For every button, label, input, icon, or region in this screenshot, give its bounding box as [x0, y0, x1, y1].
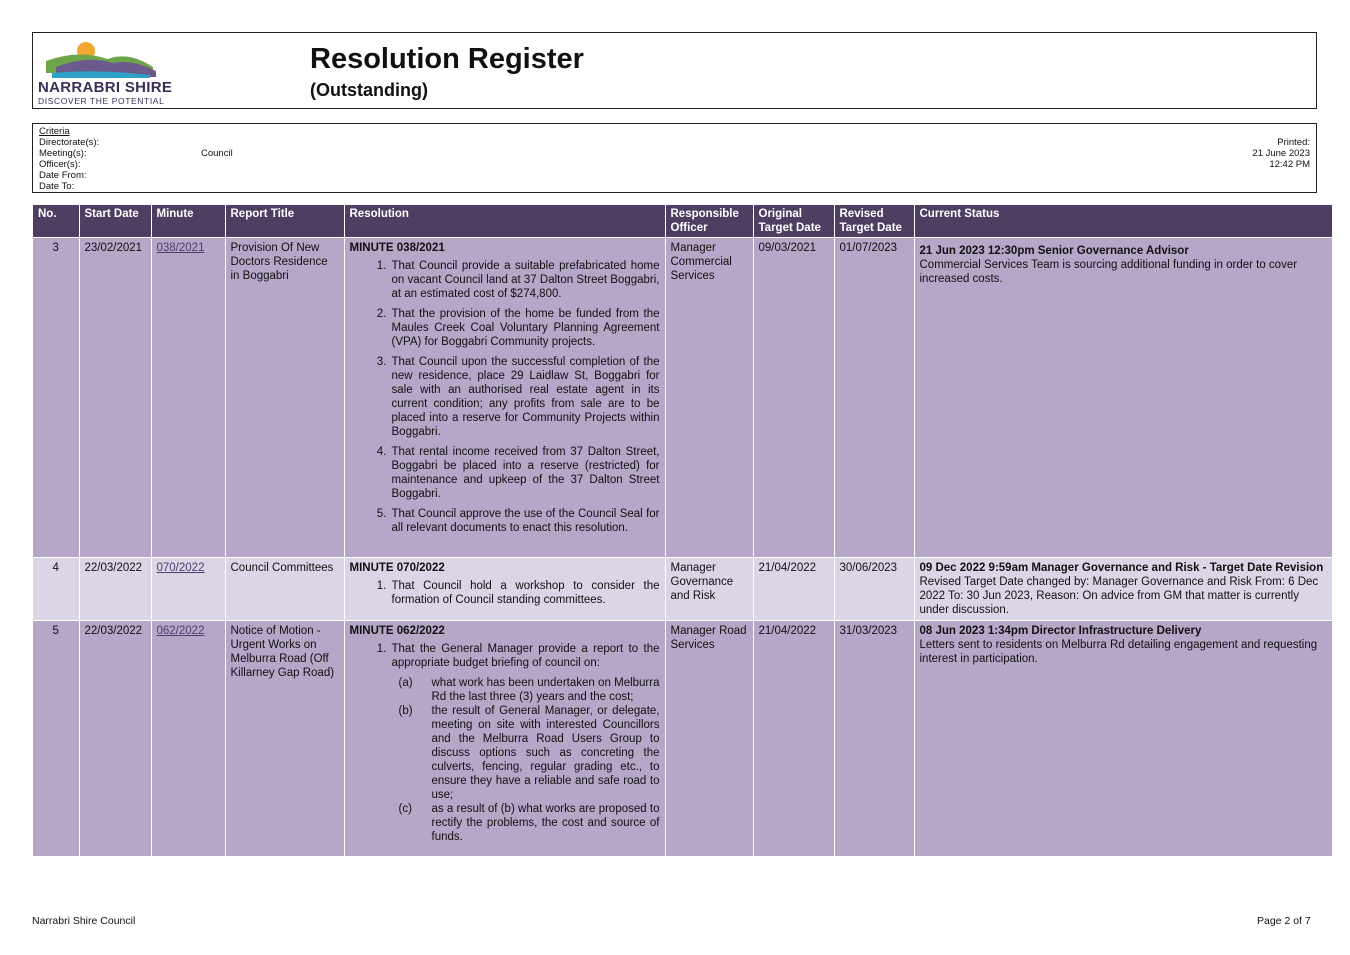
row-revised-target: 30/06/2023: [834, 558, 914, 621]
resolution-subitem: [392, 704, 660, 802]
row-no: 5: [33, 621, 79, 857]
col-revised-target: Revised Target Date: [834, 205, 914, 238]
row-revised-target: 31/03/2023: [834, 621, 914, 857]
row-no: 3: [33, 238, 79, 558]
row-report-title: Provision Of New Doctors Residence in Boggabri: [225, 238, 344, 558]
table-header-row: [33, 205, 1332, 238]
row-status: [914, 238, 1332, 558]
report-header: [32, 32, 1317, 109]
date-from-label: Date From:: [39, 170, 87, 181]
row-original-target: 09/03/2021: [753, 238, 834, 558]
resolution-table: [33, 205, 1333, 857]
row-start-date: 22/03/2022: [79, 621, 151, 857]
col-resolution: Resolution: [344, 205, 665, 238]
directorate-label: Directorate(s):: [39, 137, 100, 148]
criteria-panel: [32, 123, 1317, 193]
col-no: No.: [33, 205, 79, 238]
meeting-value: Council: [201, 148, 233, 159]
resolution-item: 1. That Council hold a workshop to consider the formation of Council standing committees.: [390, 579, 660, 607]
row-officer: Manager Governance and Risk: [665, 558, 753, 621]
logo-tagline: DISCOVER THE POTENTIAL: [38, 96, 165, 106]
resolution-heading: MINUTE 062/2022: [349, 625, 445, 637]
resolution-item-text: That the General Manager provide a report to the appropriate budget briefing of council on:: [391, 643, 660, 669]
row-original-target: 21/04/2022: [753, 621, 834, 857]
page-title: Resolution Register: [310, 43, 584, 75]
resolution-subitem: [392, 676, 660, 704]
resolution-item: 1. That Council provide a suitable prefabricated home on vacant Council land at 37 Dalton Street Boggabri, at an estimated cost of $274,800.: [390, 259, 660, 301]
resolution-item: 3. That Council upon the successful completion of the new residence, place 29 Laidlaw St, Boggabri for sale with an authorised real estate agent in its current condition; any profits from sale are to be placed into a reserve for Community Projects within Boggabri.: [390, 355, 660, 439]
minute-link[interactable]: 062/2022: [156, 625, 205, 637]
col-minute: Minute: [151, 205, 225, 238]
row-revised-target: 01/07/2023: [834, 238, 914, 558]
minute-link[interactable]: 070/2022: [156, 562, 205, 574]
resolution-item: [390, 642, 660, 844]
row-report-title: Notice of Motion - Urgent Works on Melburra Road (Off Killarney Gap Road): [225, 621, 344, 857]
footer-org: Narrabri Shire Council: [32, 915, 136, 927]
page-subtitle: (Outstanding): [310, 80, 428, 100]
status-text: Letters sent to residents on Melburra Rd detailing engagement and requesting interest in participation.: [919, 639, 1318, 665]
status-text: Revised Target Date changed by: Manager Governance and Risk From: 6 Dec 2022 To: 30 Jun 2023, Reason: On advice from GM that matter is currently under discussion.: [919, 576, 1319, 616]
row-resolution: [344, 238, 665, 558]
resolution-subitem: [392, 802, 660, 844]
resolution-item: 2. That the provision of the home be funded from the Maules Creek Coal Voluntary Planning Agreement (VPA) for Boggabri Community projects.: [390, 307, 660, 349]
status-heading: 08 Jun 2023 1:34pm Director Infrastructure Delivery: [919, 625, 1202, 637]
row-status: [914, 558, 1332, 621]
footer-page-number: Page 2 of 7: [1257, 915, 1311, 927]
row-status: [914, 621, 1332, 857]
table-row: [33, 558, 1332, 621]
logo-name: NARRABRI SHIRE: [38, 79, 173, 96]
status-text: Commercial Services Team is sourcing additional funding in order to cover increased costs.: [919, 259, 1298, 285]
resolution-item: 4. That rental income received from 37 Dalton Street, Boggabri be placed into a reserve (restricted) for maintenance and upkeep of the 37 Dalton Street Boggabri.: [390, 445, 660, 501]
col-report-title: Report Title: [225, 205, 344, 238]
status-heading: 09 Dec 2022 9:59am Manager Governance and Risk - Target Date Revision: [919, 562, 1324, 574]
subitem-text: what work has been undertaken on Melburra Rd the last three (3) years and the cost;: [431, 677, 660, 703]
officer-label: Officer(s):: [39, 159, 81, 170]
col-start-date: Start Date: [79, 205, 151, 238]
row-officer: Manager Road Services: [665, 621, 753, 857]
table-row: [33, 621, 1332, 857]
table-row: [33, 238, 1332, 558]
date-to-label: Date To:: [39, 181, 75, 192]
printed-label: Printed:: [1277, 137, 1310, 148]
row-resolution: [344, 621, 665, 857]
subitem-label: (a): [398, 677, 413, 689]
row-no: 4: [33, 558, 79, 621]
criteria-heading: Criteria: [39, 126, 70, 137]
subitem-text: the result of General Manager, or delegate, meeting on site with interested Councillors and the Melburra Road Users Group to discuss options such as concreting the culverts, fencing, regular grading etc., to ensure they have a reliable and safe road to use;: [431, 705, 660, 801]
printed-date: 21 June 2023: [1252, 148, 1310, 159]
row-officer: Manager Commercial Services: [665, 238, 753, 558]
minute-link[interactable]: 038/2021: [156, 242, 205, 254]
subitem-text: as a result of (b) what works are proposed to rectify the problems, the cost and source of funds.: [431, 803, 660, 843]
row-start-date: 22/03/2022: [79, 558, 151, 621]
col-responsible-officer: Responsible Officer: [665, 205, 753, 238]
status-heading: 21 Jun 2023 12:30pm Senior Governance Advisor: [919, 245, 1189, 257]
meeting-label: Meeting(s):: [39, 148, 87, 159]
subitem-label: (c): [398, 803, 412, 815]
row-resolution: [344, 558, 665, 621]
subitem-label: (b): [398, 705, 413, 717]
col-original-target: Original Target Date: [753, 205, 834, 238]
resolution-item: 5. That Council approve the use of the Council Seal for all relevant documents to enact this resolution.: [390, 507, 660, 535]
resolution-heading: MINUTE 070/2022: [349, 562, 445, 574]
resolution-heading: MINUTE 038/2021: [349, 242, 445, 254]
row-original-target: 21/04/2022: [753, 558, 834, 621]
printed-time: 12:42 PM: [1269, 159, 1310, 170]
printed-info: [1252, 137, 1310, 170]
row-report-title: Council Committees: [225, 558, 344, 621]
col-current-status: Current Status: [914, 205, 1332, 238]
row-start-date: 23/02/2021: [79, 238, 151, 558]
